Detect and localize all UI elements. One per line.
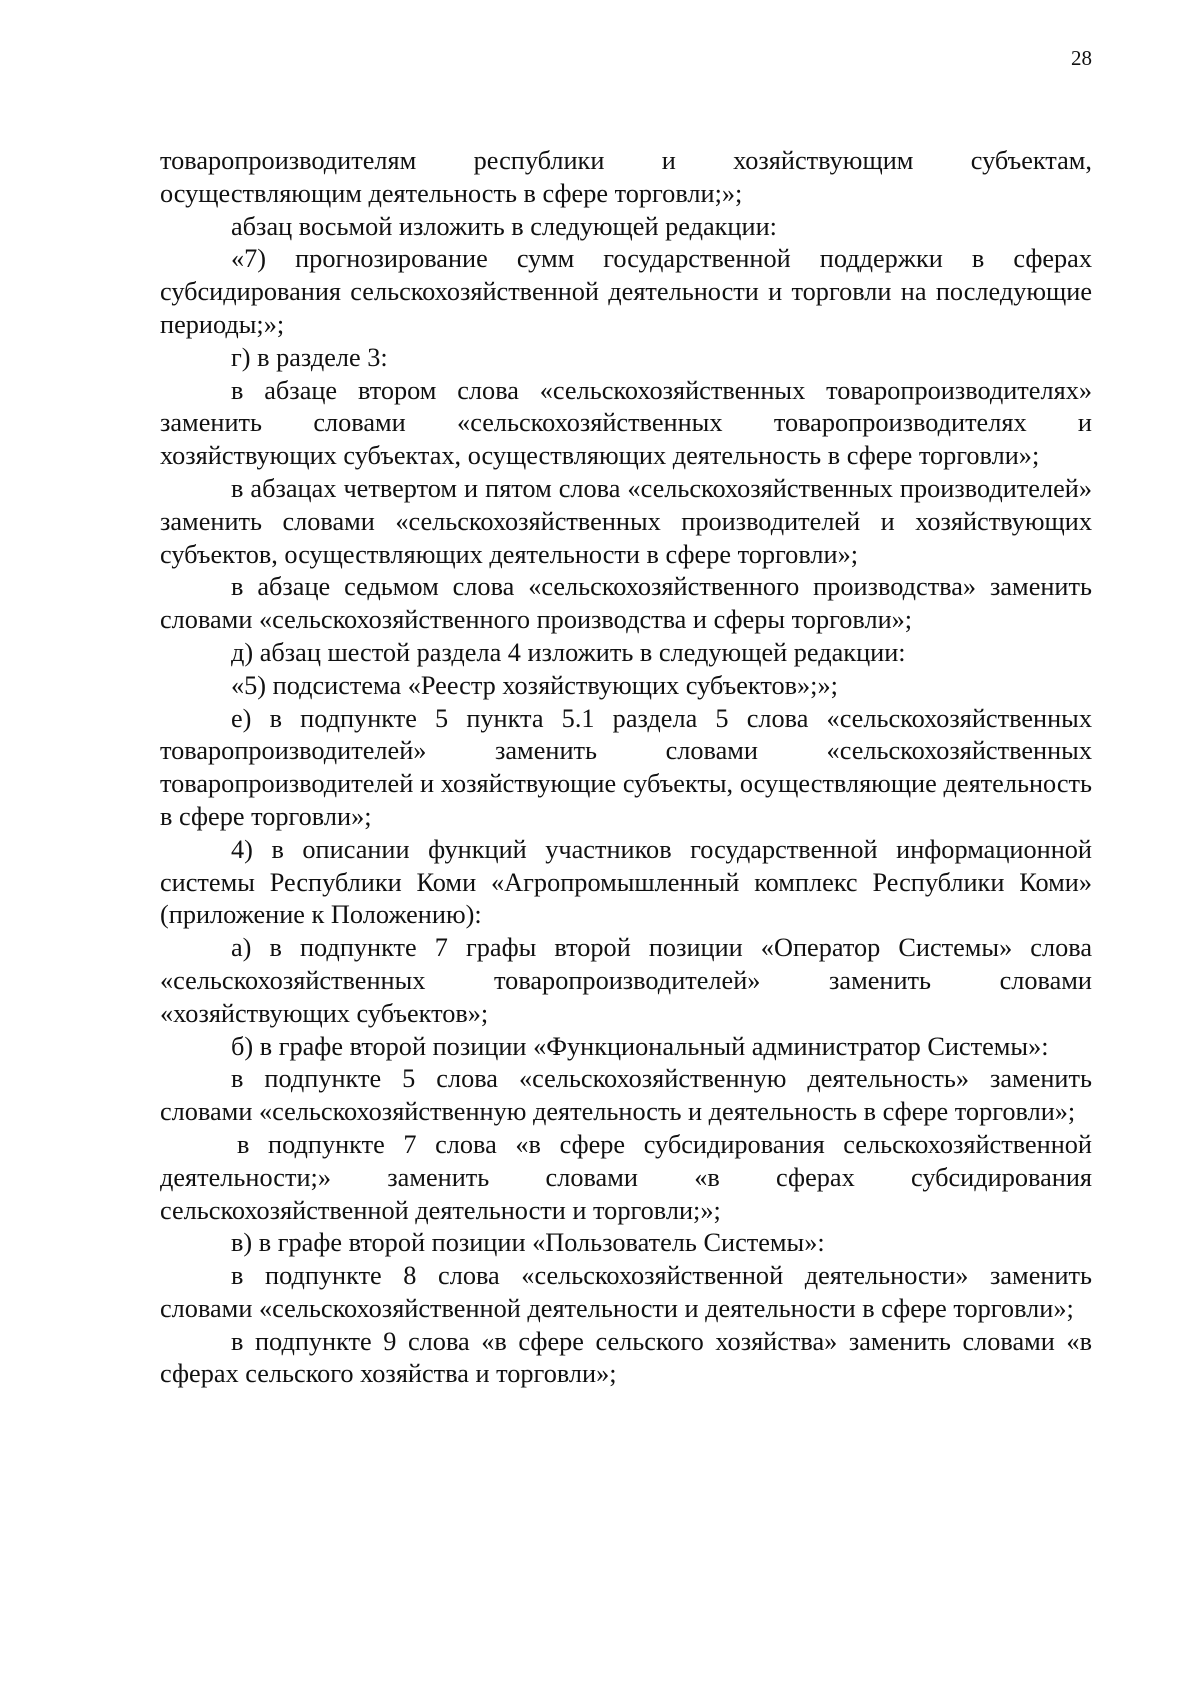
paragraph: «5) подсистема «Реестр хозяйствующих субъектов»;»; [231,670,838,700]
paragraph: в) в графе второй позиции «Пользователь Системы»: [231,1228,825,1258]
paragraph: товаропроизводителям республики и хозяйствующим субъектам, осуществляющим деятельность в сфере торговли;»; [160,146,1092,208]
paragraph: 4) в описании функций участников государственной информационной системы Республики Коми «Агропромышленный комплекс Республики Коми» (приложение к Положению): [160,834,1092,930]
paragraph: в абзаце седьмом слова «сельскохозяйственного производства» заменить словами «сельскохозяйственного производства и сферы торговли»; [160,572,1092,635]
paragraph: а) в подпункте 7 графы второй позиции «Оператор Системы» слова «сельскохозяйственных товаропроизводителей» заменить словами «хозяйствующих субъектов»; [160,933,1092,1028]
paragraph: в подпункте 9 слова «в сфере сельского хозяйства» заменить словами «в сферах сельского хозяйства и торговли»; [160,1326,1092,1389]
paragraph: д) абзац шестой раздела 4 изложить в следующей редакции: [231,637,906,667]
paragraph: в подпункте 5 слова «сельскохозяйственную деятельность» заменить словами «сельскохозяйственную деятельность и деятельность в сфере торговли»; [160,1064,1092,1127]
paragraph: г) в разделе 3: [231,342,388,372]
paragraph: е) в подпункте 5 пункта 5.1 раздела 5 слова «сельскохозяйственных товаропроизводителей» заменить словами «сельскохозяйственных товаропроизводителей и хозяйствующие субъекты, осуществляющие деятельность в сфере торговли»; [160,703,1092,831]
paragraph: б) в графе второй позиции «Функциональный администратор Системы»: [231,1031,1049,1061]
paragraph: в подпункте 8 слова «сельскохозяйственной деятельности» заменить словами «сельскохозяйственной деятельности и деятельности в сфере торговли»; [160,1261,1092,1323]
paragraph: в абзацах четвертом и пятом слова «сельскохозяйственных производителей» заменить словами «сельскохозяйственных производителей и хозяйствующих субъектов, осуществляющих деятельности в сфере торговли»; [160,473,1092,569]
paragraph: в подпункте 7 слова «в сфере субсидирования сельскохозяйственной деятельности;» заменить словами «в сферах субсидирования сельскохозяйственной деятельности и торговли;»; [160,1129,1092,1225]
page-number: 28 [1071,46,1092,70]
paragraph: в абзаце втором слова «сельскохозяйственных товаропроизводителях» заменить словами «сельскохозяйственных товаропроизводителях и хозяйствующих субъектах, осуществляющих деятельность в сфере торговли»; [160,375,1092,471]
paragraph: «7) прогнозирование сумм государственной поддержки в сферах субсидирования сельскохозяйственной деятельности и торговли на последующие периоды;»; [160,244,1092,339]
paragraph: абзац восьмой изложить в следующей редакции: [231,211,777,241]
document-body [160,145,1092,1391]
